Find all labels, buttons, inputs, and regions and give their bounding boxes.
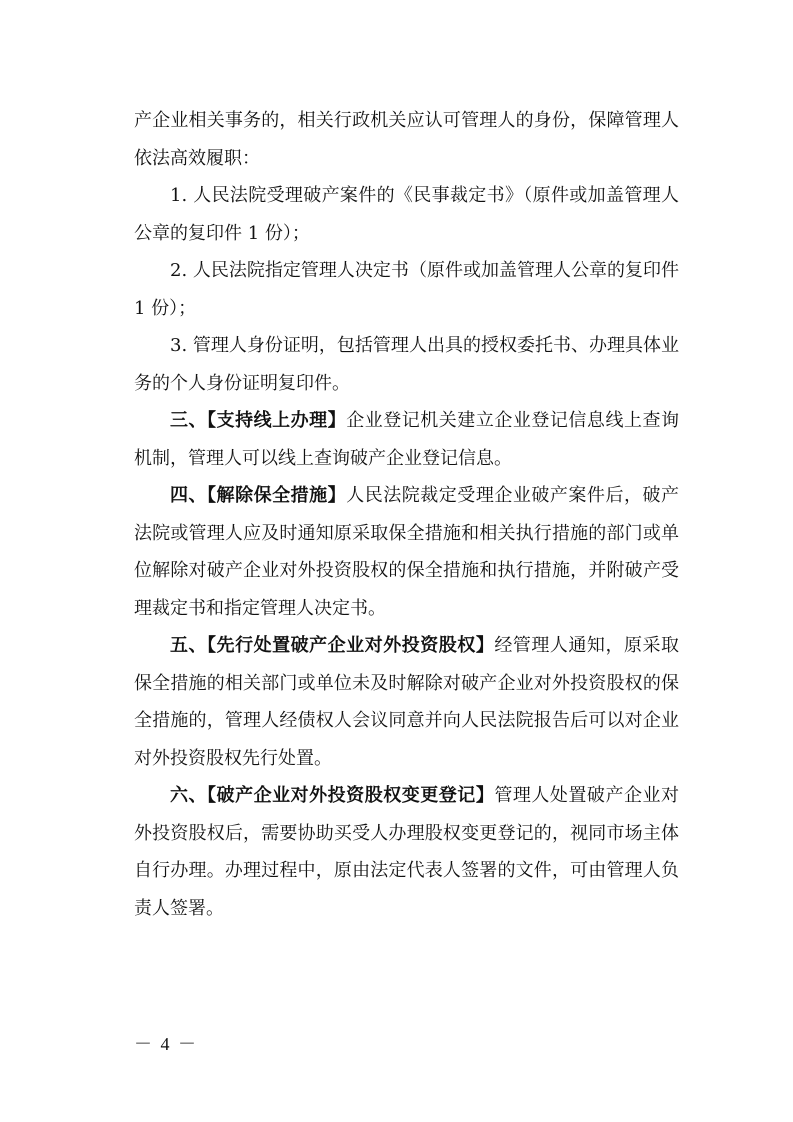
section-heading: 六、【破产企业对外投资股权变更登记】 bbox=[170, 785, 495, 806]
section-heading: 三、【支持线上办理】 bbox=[170, 410, 347, 431]
section-heading: 四、【解除保全措施】 bbox=[170, 485, 347, 506]
paragraph-text: 企业登记机关建立企业登记信息线上查询机制，管理人可以线上查询破产企业登记信息。 bbox=[134, 410, 680, 469]
list-item-3 bbox=[134, 327, 679, 402]
section-heading: 五、【先行处置破产企业对外投资股权】 bbox=[170, 635, 495, 656]
page-number: － 4 － bbox=[134, 1034, 198, 1054]
document-body bbox=[134, 102, 679, 927]
paragraph-text: 管理人处置破产企业对外投资股权后，需要协助买受人办理股权变更登记的，视同市场主体自行办理。办理过程中，原由法定代表人签署的文件，可由管理人负责人签署。 bbox=[134, 785, 680, 919]
list-item-1 bbox=[134, 177, 679, 252]
list-item-2 bbox=[134, 252, 679, 327]
paragraph-text: 1. 人民法院受理破产案件的《民事裁定书》（原件或加盖管理人公章的复印件 1 份）； bbox=[134, 185, 679, 244]
section-3 bbox=[134, 402, 679, 477]
paragraph-text: 3. 管理人身份证明，包括管理人出具的授权委托书、办理具体业务的个人身份证明复印件。 bbox=[134, 335, 679, 394]
section-6 bbox=[134, 777, 679, 927]
paragraph-continuation bbox=[134, 102, 679, 177]
paragraph-text: 人民法院裁定受理企业破产案件后，破产法院或管理人应及时通知原采取保全措施和相关执行措施的部门或单位解除对破产企业对外投资股权的保全措施和执行措施，并附破产受理裁定书和指定管理人决定书。 bbox=[134, 485, 680, 619]
paragraph-text: 经管理人通知，原采取保全措施的相关部门或单位未及时解除对破产企业对外投资股权的保全措施的，管理人经债权人会议同意并向人民法院报告后可以对企业对外投资股权先行处置。 bbox=[134, 635, 680, 769]
section-5 bbox=[134, 627, 679, 777]
paragraph-text: 2. 人民法院指定管理人决定书（原件或加盖管理人公章的复印件 1 份）； bbox=[134, 260, 679, 319]
section-4 bbox=[134, 477, 679, 627]
paragraph-text: 产企业相关事务的，相关行政机关应认可管理人的身份，保障管理人依法高效履职： bbox=[134, 110, 679, 169]
